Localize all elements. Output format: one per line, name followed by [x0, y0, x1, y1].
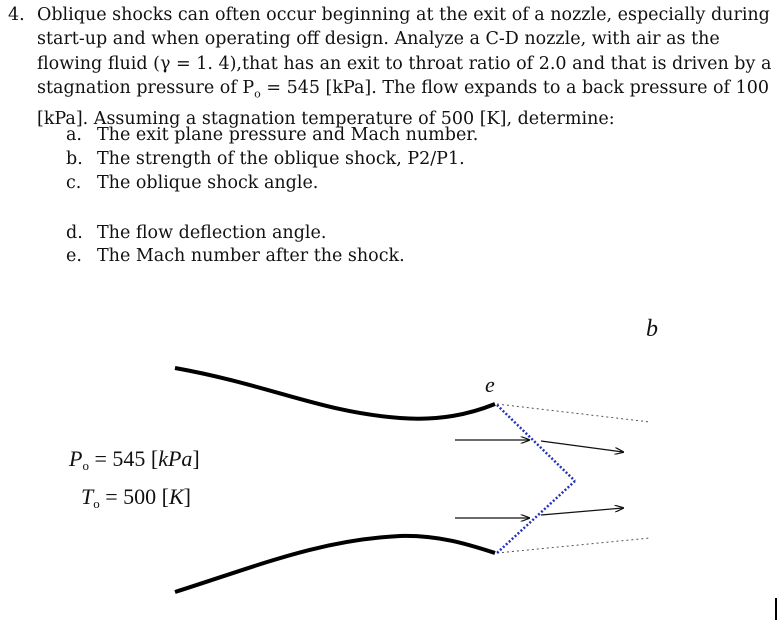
label-e: e	[485, 372, 495, 397]
list-item-c: c. The oblique shock angle.	[66, 173, 319, 193]
flow-arrow-upper-out	[541, 441, 623, 452]
stagnation-pressure-eq: Po = 545 [kPa]	[69, 446, 200, 473]
nozzle-lower-wall	[175, 536, 495, 592]
list-item-b: b. The strength of the oblique shock, P2/P1.	[66, 149, 465, 169]
text-cursor	[775, 598, 777, 620]
jet-boundary-upper	[497, 404, 650, 422]
label-b: b	[646, 316, 658, 342]
problem-number: 4.	[8, 5, 25, 25]
subscript-o: o	[254, 87, 261, 101]
list-item-e: e. The Mach number after the shock.	[66, 246, 405, 266]
problem-text: Oblique shocks can often occur beginning at the exit of a nozzle, especially during start-up and when operating off design. Analyze a C-D nozzle, with air as the flowing fluid (γ = 1. 4),that has an exit to throat ratio of 2.0 and that is driven by a stagnation pressure of $P_o = 545$ [kPa]. The flow expands to a back pressure of 100 [kPa]. Assuming a stagnation temperature of 500 [K], determine:	[37, 5, 772, 129]
nozzle-upper-wall	[175, 368, 495, 419]
list-item-d: d. The flow deflection angle.	[66, 223, 327, 243]
jet-boundary-lower	[497, 538, 650, 553]
list-item-a: a. The exit plane pressure and Mach number.	[66, 125, 479, 145]
oblique-shock-upper	[497, 405, 575, 481]
oblique-shock-lower	[497, 481, 575, 553]
stagnation-temperature-eq: To = 500 [K]	[81, 484, 191, 511]
flow-arrow-lower-out	[541, 508, 623, 515]
